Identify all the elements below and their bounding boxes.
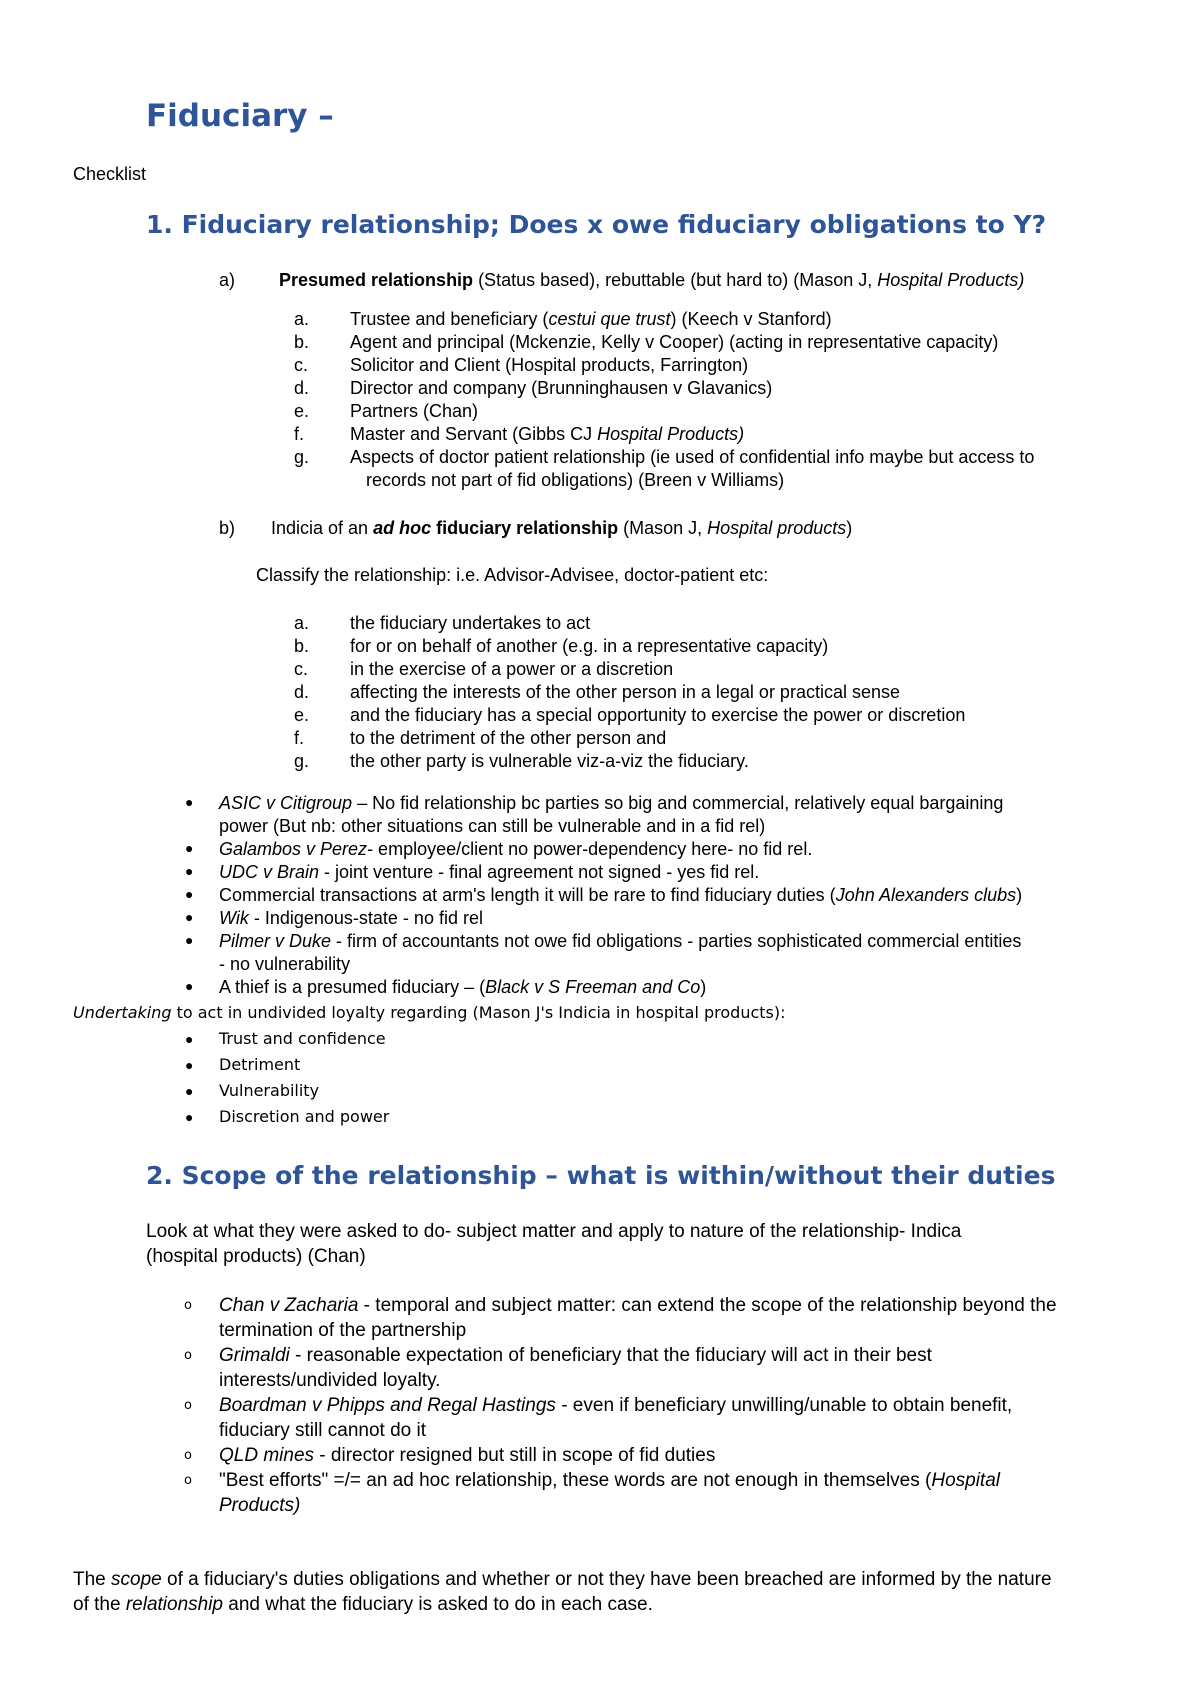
list-item-continuation: records not part of fid obligations) (Breen v Williams) [366, 470, 785, 490]
case-name: Grimaldi [219, 1345, 290, 1366]
case-note: - temporal and subject matter: can extend the scope of the relationship beyond the [358, 1295, 1057, 1316]
best-efforts-italic: Hospital [931, 1470, 1000, 1491]
list-item-text: Trustee and beneficiary ( [350, 309, 549, 329]
case-note-end: ) [700, 977, 707, 997]
item-b-bold-italic: ad hoc [373, 518, 432, 538]
case-name: ASIC v Citigroup [219, 793, 353, 813]
bullet-icon: ● [185, 978, 194, 994]
list-item-marker: d. [294, 378, 310, 398]
list-item-marker: g. [294, 751, 310, 771]
list-item-italic: cestui que trust [548, 309, 671, 329]
case-name: Boardman v Phipps and Regal Hastings [219, 1395, 556, 1416]
list-item-continuation: termination of the partnership [219, 1320, 467, 1341]
case-name: Galambos v Perez [219, 839, 368, 859]
case-note: Commercial transactions at arm's length it will be rare to find fiduciary duties ( [219, 885, 836, 905]
bullet-icon: ● [185, 932, 194, 948]
list-item: Solicitor and Client (Hospital products, Farrington) [350, 355, 749, 375]
list-item: in the exercise of a power or a discretion [350, 659, 674, 679]
item-a-rest: (Status based), rebuttable (but hard to) (Mason J, [473, 270, 878, 290]
list-item: Vulnerability [219, 1081, 320, 1100]
list-item-marker: d. [294, 682, 310, 702]
bullet-icon: ● [185, 1031, 194, 1047]
final-italic: scope [111, 1569, 162, 1590]
circle-bullet-icon: o [184, 1448, 192, 1463]
bullet-icon: ● [185, 794, 194, 810]
circle-bullet-icon: o [184, 1298, 192, 1313]
case-note: - joint venture - final agreement not signed - yes fid rel. [319, 862, 760, 882]
item-a-marker: a) [219, 270, 236, 290]
list-item [219, 1468, 1000, 1493]
item-b-mid: (Mason J, [618, 518, 708, 538]
circle-bullet-icon: o [184, 1348, 192, 1363]
list-item [219, 907, 483, 930]
item-a-text [279, 269, 1024, 292]
list-item-italic: Hospital Products) [597, 424, 745, 444]
bullet-icon: ● [185, 1083, 194, 1099]
list-item [219, 838, 812, 861]
list-item: Detriment [219, 1055, 301, 1074]
classify-text: Classify the relationship: i.e. Advisor-Advisee, doctor-patient etc: [256, 565, 769, 585]
list-item: and the fiduciary has a special opportunity to exercise the power or discretion [350, 705, 966, 725]
undertaking-italic: Undertaking [73, 1003, 172, 1022]
item-b-italic: Hospital products [707, 518, 847, 538]
list-item-marker: b. [294, 636, 310, 656]
list-item: to the detriment of the other person and [350, 728, 667, 748]
case-name: QLD mines [219, 1445, 315, 1466]
list-item [219, 861, 759, 884]
item-a-italic: Hospital Products) [877, 270, 1025, 290]
list-item: Aspects of doctor patient relationship (ie used of confidential info maybe but access to [350, 447, 1035, 467]
list-item: Partners (Chan) [350, 401, 479, 421]
list-item-marker: c. [294, 355, 309, 375]
bullet-icon: ● [185, 1057, 194, 1073]
list-item: the other party is vulnerable viz-a-viz the fiduciary. [350, 751, 749, 771]
list-item-marker: b. [294, 332, 310, 352]
case-name: UDC v Brain [219, 862, 320, 882]
final-text: The [73, 1569, 112, 1590]
scope-paragraph-line-2: (hospital products) (Chan) [146, 1246, 366, 1267]
list-item-marker: c. [294, 659, 309, 679]
case-note: – No fid relationship bc parties so big and commercial, relatively equal bargaining [352, 793, 1004, 813]
scope-paragraph-line-1: Look at what they were asked to do- subject matter and apply to nature of the relationship- Indica [146, 1221, 962, 1242]
list-item: affecting the interests of the other person in a legal or practical sense [350, 682, 900, 702]
list-item-marker: f. [294, 728, 305, 748]
final-text: of a fiduciary's duties obligations and whether or not they have been breached are informed by the nature [161, 1569, 1052, 1590]
checklist-label: Checklist [73, 164, 147, 184]
list-item-continuation: fiduciary still cannot do it [219, 1420, 426, 1441]
list-item [350, 423, 744, 446]
undertaking-rest: to act in undivided loyalty regarding (Mason J's Indicia in hospital products): [171, 1003, 786, 1022]
list-item [219, 976, 706, 999]
case-note: - even if beneficiary unwilling/unable to obtain benefit, [555, 1395, 1013, 1416]
list-item: the fiduciary undertakes to act [350, 613, 591, 633]
list-item [219, 1443, 715, 1468]
case-note: - Indigenous-state - no fid rel [248, 908, 483, 928]
bullet-icon: ● [185, 863, 194, 879]
item-b-pre: Indicia of an [271, 518, 374, 538]
circle-bullet-icon: o [184, 1398, 192, 1413]
list-item-continuation: interests/undivided loyalty. [219, 1370, 441, 1391]
case-name: Pilmer v Duke [219, 931, 332, 951]
list-item-text: Master and Servant (Gibbs CJ [350, 424, 598, 444]
case-note: - director resigned but still in scope of fid duties [314, 1445, 716, 1466]
list-item-continuation: - no vulnerability [219, 954, 351, 974]
bullet-icon: ● [185, 886, 194, 902]
bullet-icon: ● [185, 1109, 194, 1125]
list-item-marker: f. [294, 424, 305, 444]
list-item-continuation: Products) [219, 1495, 301, 1516]
list-item: Trust and confidence [219, 1029, 386, 1048]
item-b-text [271, 517, 852, 540]
bullet-icon: ● [185, 909, 194, 925]
case-note: - reasonable expectation of beneficiary that the fiduciary will act in their best [289, 1345, 932, 1366]
list-item [350, 308, 832, 331]
final-paragraph-line-1 [73, 1567, 1052, 1592]
list-item [219, 1293, 1057, 1318]
case-note: - employee/client no power-dependency here- no fid rel. [367, 839, 813, 859]
list-item-marker: a. [294, 309, 310, 329]
item-b-marker: b) [219, 518, 236, 538]
list-item-continuation: power (But nb: other situations can still be vulnerable and in a fid rel) [219, 816, 766, 836]
list-item [219, 930, 1021, 953]
circle-bullet-icon: o [184, 1473, 192, 1488]
final-italic: relationship [125, 1594, 223, 1615]
list-item [219, 884, 1022, 907]
undertaking-line [73, 1000, 786, 1026]
section-2-heading: 2. Scope of the relationship – what is within/without their duties [146, 1161, 1056, 1190]
case-name: Wik [219, 908, 249, 928]
list-item-marker: e. [294, 705, 310, 725]
final-text: of the [73, 1594, 126, 1615]
case-note: A thief is a presumed fiduciary – ( [219, 977, 486, 997]
section-1-heading: 1. Fiduciary relationship; Does x owe fiduciary obligations to Y? [146, 210, 1047, 239]
list-item-marker: g. [294, 447, 310, 467]
list-item: Agent and principal (Mckenzie, Kelly v Cooper) (acting in representative capacity) [350, 332, 999, 352]
list-item [219, 1343, 932, 1368]
case-note-end: ) [1016, 885, 1023, 905]
list-item-text-end: ) (Keech v Stanford) [670, 309, 832, 329]
item-a-bold: Presumed relationship [279, 270, 474, 290]
list-item: Director and company (Brunninghausen v Glavanics) [350, 378, 773, 398]
case-name: Black v S Freeman and Co [485, 977, 701, 997]
list-item: Discretion and power [219, 1107, 390, 1126]
list-item [219, 1393, 1012, 1418]
item-b-end: ) [846, 518, 853, 538]
item-b-bold: fiduciary relationship [431, 518, 619, 538]
case-name: Chan v Zacharia [219, 1295, 359, 1316]
bullet-icon: ● [185, 840, 194, 856]
list-item [219, 792, 1003, 815]
list-item-marker: e. [294, 401, 310, 421]
final-paragraph-line-2 [73, 1592, 653, 1617]
best-efforts-text: "Best efforts" =/= an ad hoc relationship, these words are not enough in themselves ( [219, 1470, 932, 1491]
list-item-marker: a. [294, 613, 310, 633]
final-text: and what the fiduciary is asked to do in each case. [223, 1594, 653, 1615]
case-name: John Alexanders clubs [835, 885, 1017, 905]
document-title: Fiduciary – [146, 98, 334, 134]
list-item: for or on behalf of another (e.g. in a representative capacity) [350, 636, 829, 656]
case-note: - firm of accountants not owe fid obligations - parties sophisticated commercial entities [331, 931, 1022, 951]
